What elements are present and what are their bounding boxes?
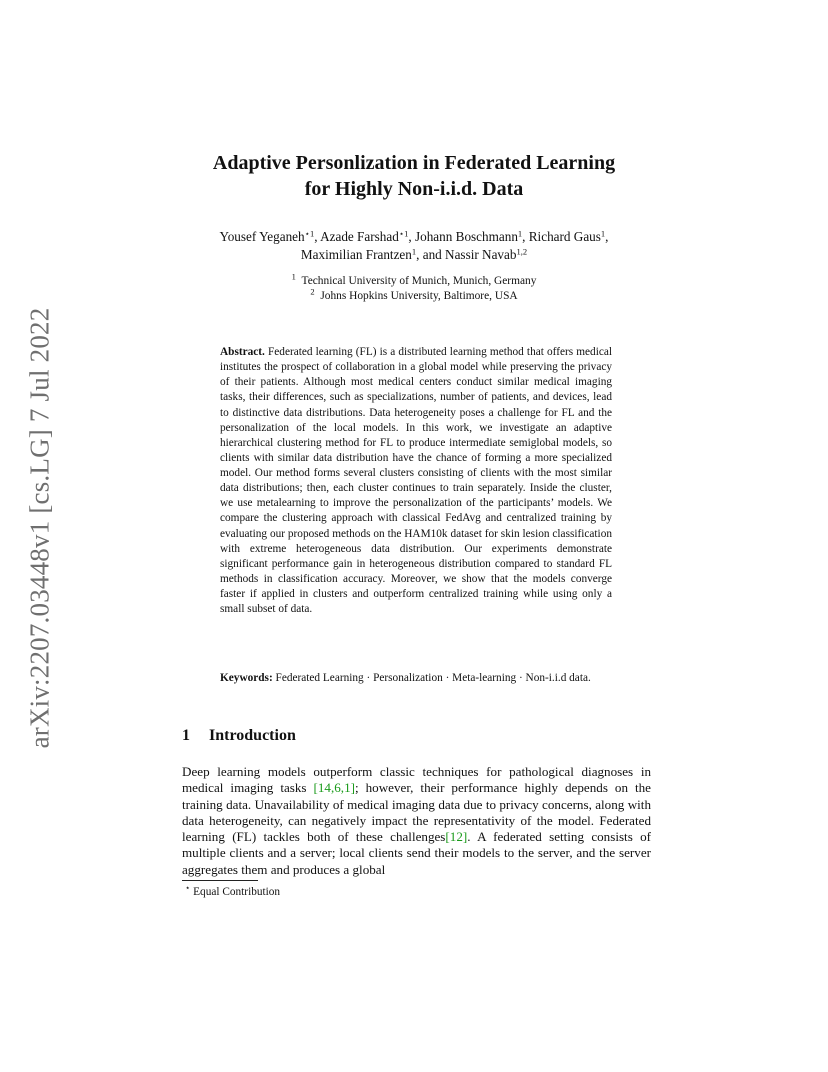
footnote [185,882,281,900]
author-name: , Richard Gaus [522,229,601,244]
author-separator: , [605,229,609,244]
author-name: Maximilian Frantzen [300,247,412,262]
affiliation-list [150,271,678,304]
intro-text: Deep learning models outperform classic techniques for pathological diagnoses in medical imaging tasks [182,764,651,796]
author-line-1 [150,228,678,246]
author-mark: ⋆1 [398,228,409,239]
author-list [150,228,678,264]
author-name: , Johann Boschmann [408,229,518,244]
footnote-text: Equal Contribution [193,886,281,898]
abstract-label: Abstract. [220,346,265,358]
footnote-divider [182,880,258,881]
affiliation-mark: 2 [310,286,315,297]
paper-title [150,150,678,202]
author-mark: ⋆1 [304,228,315,239]
section-number: 1 [182,727,190,744]
introduction-paragraph [182,764,651,878]
author-mark: 1 [600,228,606,239]
abstract-text: Federated learning (FL) is a distributed learning method that offers medical institutes the prospect of collaboration in a global model while preserving the privacy of their patients. Although most medical centers conduct similar medical imaging tasks, their differences, such as specializations, number of patients, and devices, lead to distinctive data distributions. Data heterogeneity poses a challenge for FL and the personalization of the local models. In this work, we investigate an adaptive hierarchical clustering method for FL to produce intermediate semiglobal models, so clients with similar data distribution have the chance of forming a more specialized model. Our method forms several clusters consisting of clients with the most similar data distributions; then, each cluster continues to train separately. Inside the cluster, we use metalearning to improve the personalization of the participants’ models. We compare the clustering approach with classical FedAvg and centralized training by evaluating our proposed methods on the HAM10k dataset for skin lesion classification with extreme heterogeneous data distribution. Our experiments demonstrate significant performance gain in heterogeneous distribution compared to standard FL methods in classification accuracy. Moreover, we show that the models converge faster if applied in clusters and outperform centralized training while using only a small subset of data. [220,346,612,616]
author-name: , and Nassir Navab [416,247,517,262]
intro-text: . A federated setting consists of multiple clients and a server; local clients send their models to the server, and the server aggregates them and produces a global [182,829,652,877]
abstract [220,345,612,617]
keywords-label: Keywords: [220,672,273,684]
author-line-2 [150,246,678,264]
footnote-mark: ⋆ [185,882,191,893]
keywords-text: Federated Learning · Personalization · Meta-learning · Non-i.i.d data. [275,672,591,684]
paper-title-line-1: Adaptive Personlization in Federated Learning [212,152,616,174]
keywords [220,671,612,686]
affiliation-mark: 1 [291,271,296,282]
author-name: , Azade Farshad [314,229,399,244]
section-heading [182,727,296,745]
paper-title-line-2: for Highly Non-i.i.d. Data [304,178,524,200]
intro-text: ; however, their performance highly depends on the training data. Unavailability of medical imaging data due to privacy concerns, along with data heterogeneity, can negatively impact the representativity of the model. Federated learning (FL) tackles both of these challenges [182,780,651,845]
affiliation-text: Johns Hopkins University, Baltimore, USA [320,290,518,302]
author-mark: 1,2 [516,246,528,257]
citation-link[interactable]: [14,6,1] [313,780,355,796]
affiliation [150,271,678,289]
citation-link[interactable]: [12] [445,829,468,845]
arxiv-identifier: arXiv:2207.03448v1 [cs.LG] 7 Jul 2022 [24,307,55,749]
author-name: Yousef Yeganeh [219,229,305,244]
section-title: Introduction [209,727,296,744]
author-mark: 1 [411,246,417,257]
author-mark: 1 [517,228,523,239]
affiliation [150,286,678,304]
affiliation-text: Technical University of Munich, Munich, Germany [301,275,537,287]
